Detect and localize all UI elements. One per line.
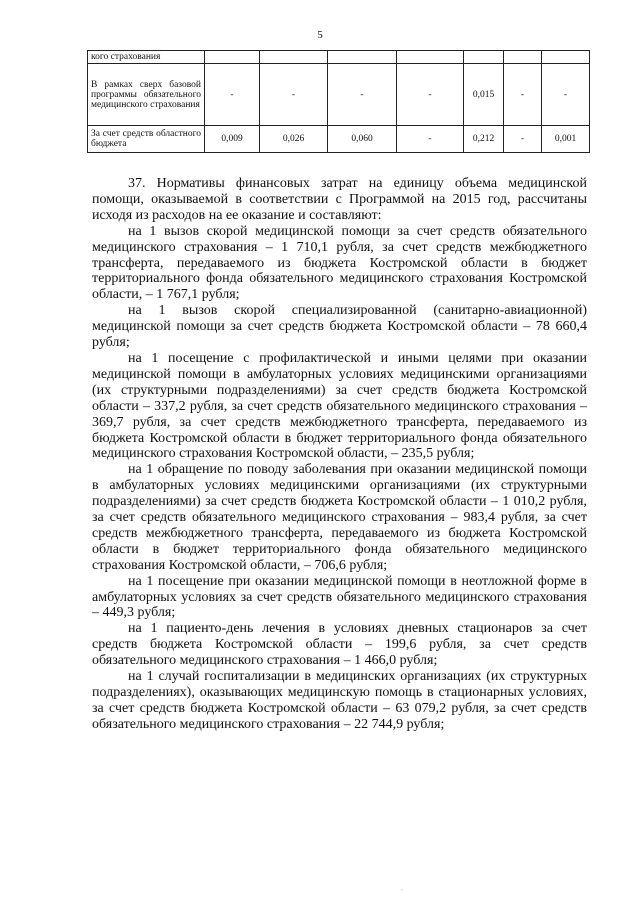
document-body: [92, 176, 587, 733]
table-cell: [328, 51, 397, 64]
table-cell: 0,026: [260, 126, 328, 153]
page-number: 5: [317, 29, 323, 41]
table-cell: -: [260, 64, 328, 126]
table-cell: -: [397, 64, 464, 126]
paragraph-disease-visit: на 1 обращение по поводу заболевания при оказании медицинской помощи в амбулаторных условиях медицинскими организациями (их структурными подразделениями) за счет средств бюджета Костромской области – 1 010,2 рубля, за счет средств обязательного медицинского страхования – 983,4 рубля, за счет средств межбюджетного трансферта, передаваемого из бюджета Костромской области в бюджет территориального фонда обязательного медицинского страхования Костромской области, – 706,6 рубля;: [92, 462, 587, 573]
table-cell: -: [504, 64, 542, 126]
table-row: [88, 64, 590, 126]
table-cell: [397, 51, 464, 64]
paragraph-day-hospital: на 1 пациенто-день лечения в условиях дневных стационаров за счет средств бюджета Костромской области – 199,6 рубля, за счет средств обязательного медицинского страхования – 1 466,0 рубля;: [92, 621, 587, 669]
table-cell: 0,015: [464, 64, 504, 126]
paragraph-urgent-visit: на 1 посещение при оказании медицинской помощи в неотложной форме в амбулаторных условиях за счет средств обязательного медицинского страхования – 449,3 рубля;: [92, 573, 587, 621]
table-cell: -: [504, 126, 542, 153]
table-cell: 0,001: [542, 126, 590, 153]
table-row-label: кого страхования: [88, 51, 205, 64]
table-row-label: За счет средств областного бюджета: [88, 126, 205, 153]
paragraph-hospitalization: на 1 случай госпитализации в медицинских организациях (их структурных подразделениях), оказывающих медицинскую помощь в стационарных условиях, за счет средств бюджета Костромской области – 63 079,2 рубля, за счет средств обязательного медицинского страхования – 22 744,9 рубля;: [92, 669, 587, 732]
table-cell: [205, 51, 260, 64]
table-cell: [260, 51, 328, 64]
table-cell: -: [328, 64, 397, 126]
funding-table: [87, 50, 590, 153]
paragraph-ambulance-call: на 1 вызов скорой медицинской помощи за счет средств обязательного медицинского страхования – 1 710,1 рубля, за счет средств межбюджетного трансферта, передаваемого из бюджета Костромской области в бюджет территориального фонда обязательного медицинского страхования Костромской области, – 1 767,1 рубля;: [92, 223, 587, 303]
table-row: [88, 126, 590, 153]
paragraph-preventive-visit: на 1 посещение с профилактической и иными целями при оказании медицинской помощи в амбулаторных условиях медицинскими организациями (их структурными подразделениями) за счет средств бюджета Костромской области – 337,2 рубля, за счет средств обязательного медицинского страхования – 369,7 рубля, за счет средств межбюджетного трансферта, передаваемого из бюджета Костромской области в бюджет территориального фонда обязательного медицинского страхования Костромской области, – 235,5 рубля;: [92, 350, 587, 462]
paragraph-air-ambulance-call: на 1 вызов скорой специализированной (санитарно-авиационной) медицинской помощи за счет средств бюджета Костромской области – 78 660,4 рубля;: [92, 303, 587, 351]
table-row: [88, 51, 590, 64]
table-cell: 0,060: [328, 126, 397, 153]
table-cell: 0,009: [205, 126, 260, 153]
paragraph-37-intro: 37. Нормативы финансовых затрат на единицу объема медицинской помощи, оказываемой в соответствии с Программой на 2015 год, рассчитаны исходя из расходов на ее оказание и составляют:: [92, 176, 587, 223]
table-cell: [542, 51, 590, 64]
scan-mark: ,: [401, 884, 403, 892]
table-row-label: В рамках сверх базовой программы обязательного медицинского страхования: [88, 64, 205, 126]
table-cell: [464, 51, 504, 64]
table-cell: -: [205, 64, 260, 126]
table-cell: -: [542, 64, 590, 126]
table-cell: [504, 51, 542, 64]
table-cell: 0,212: [464, 126, 504, 153]
table-cell: -: [397, 126, 464, 153]
